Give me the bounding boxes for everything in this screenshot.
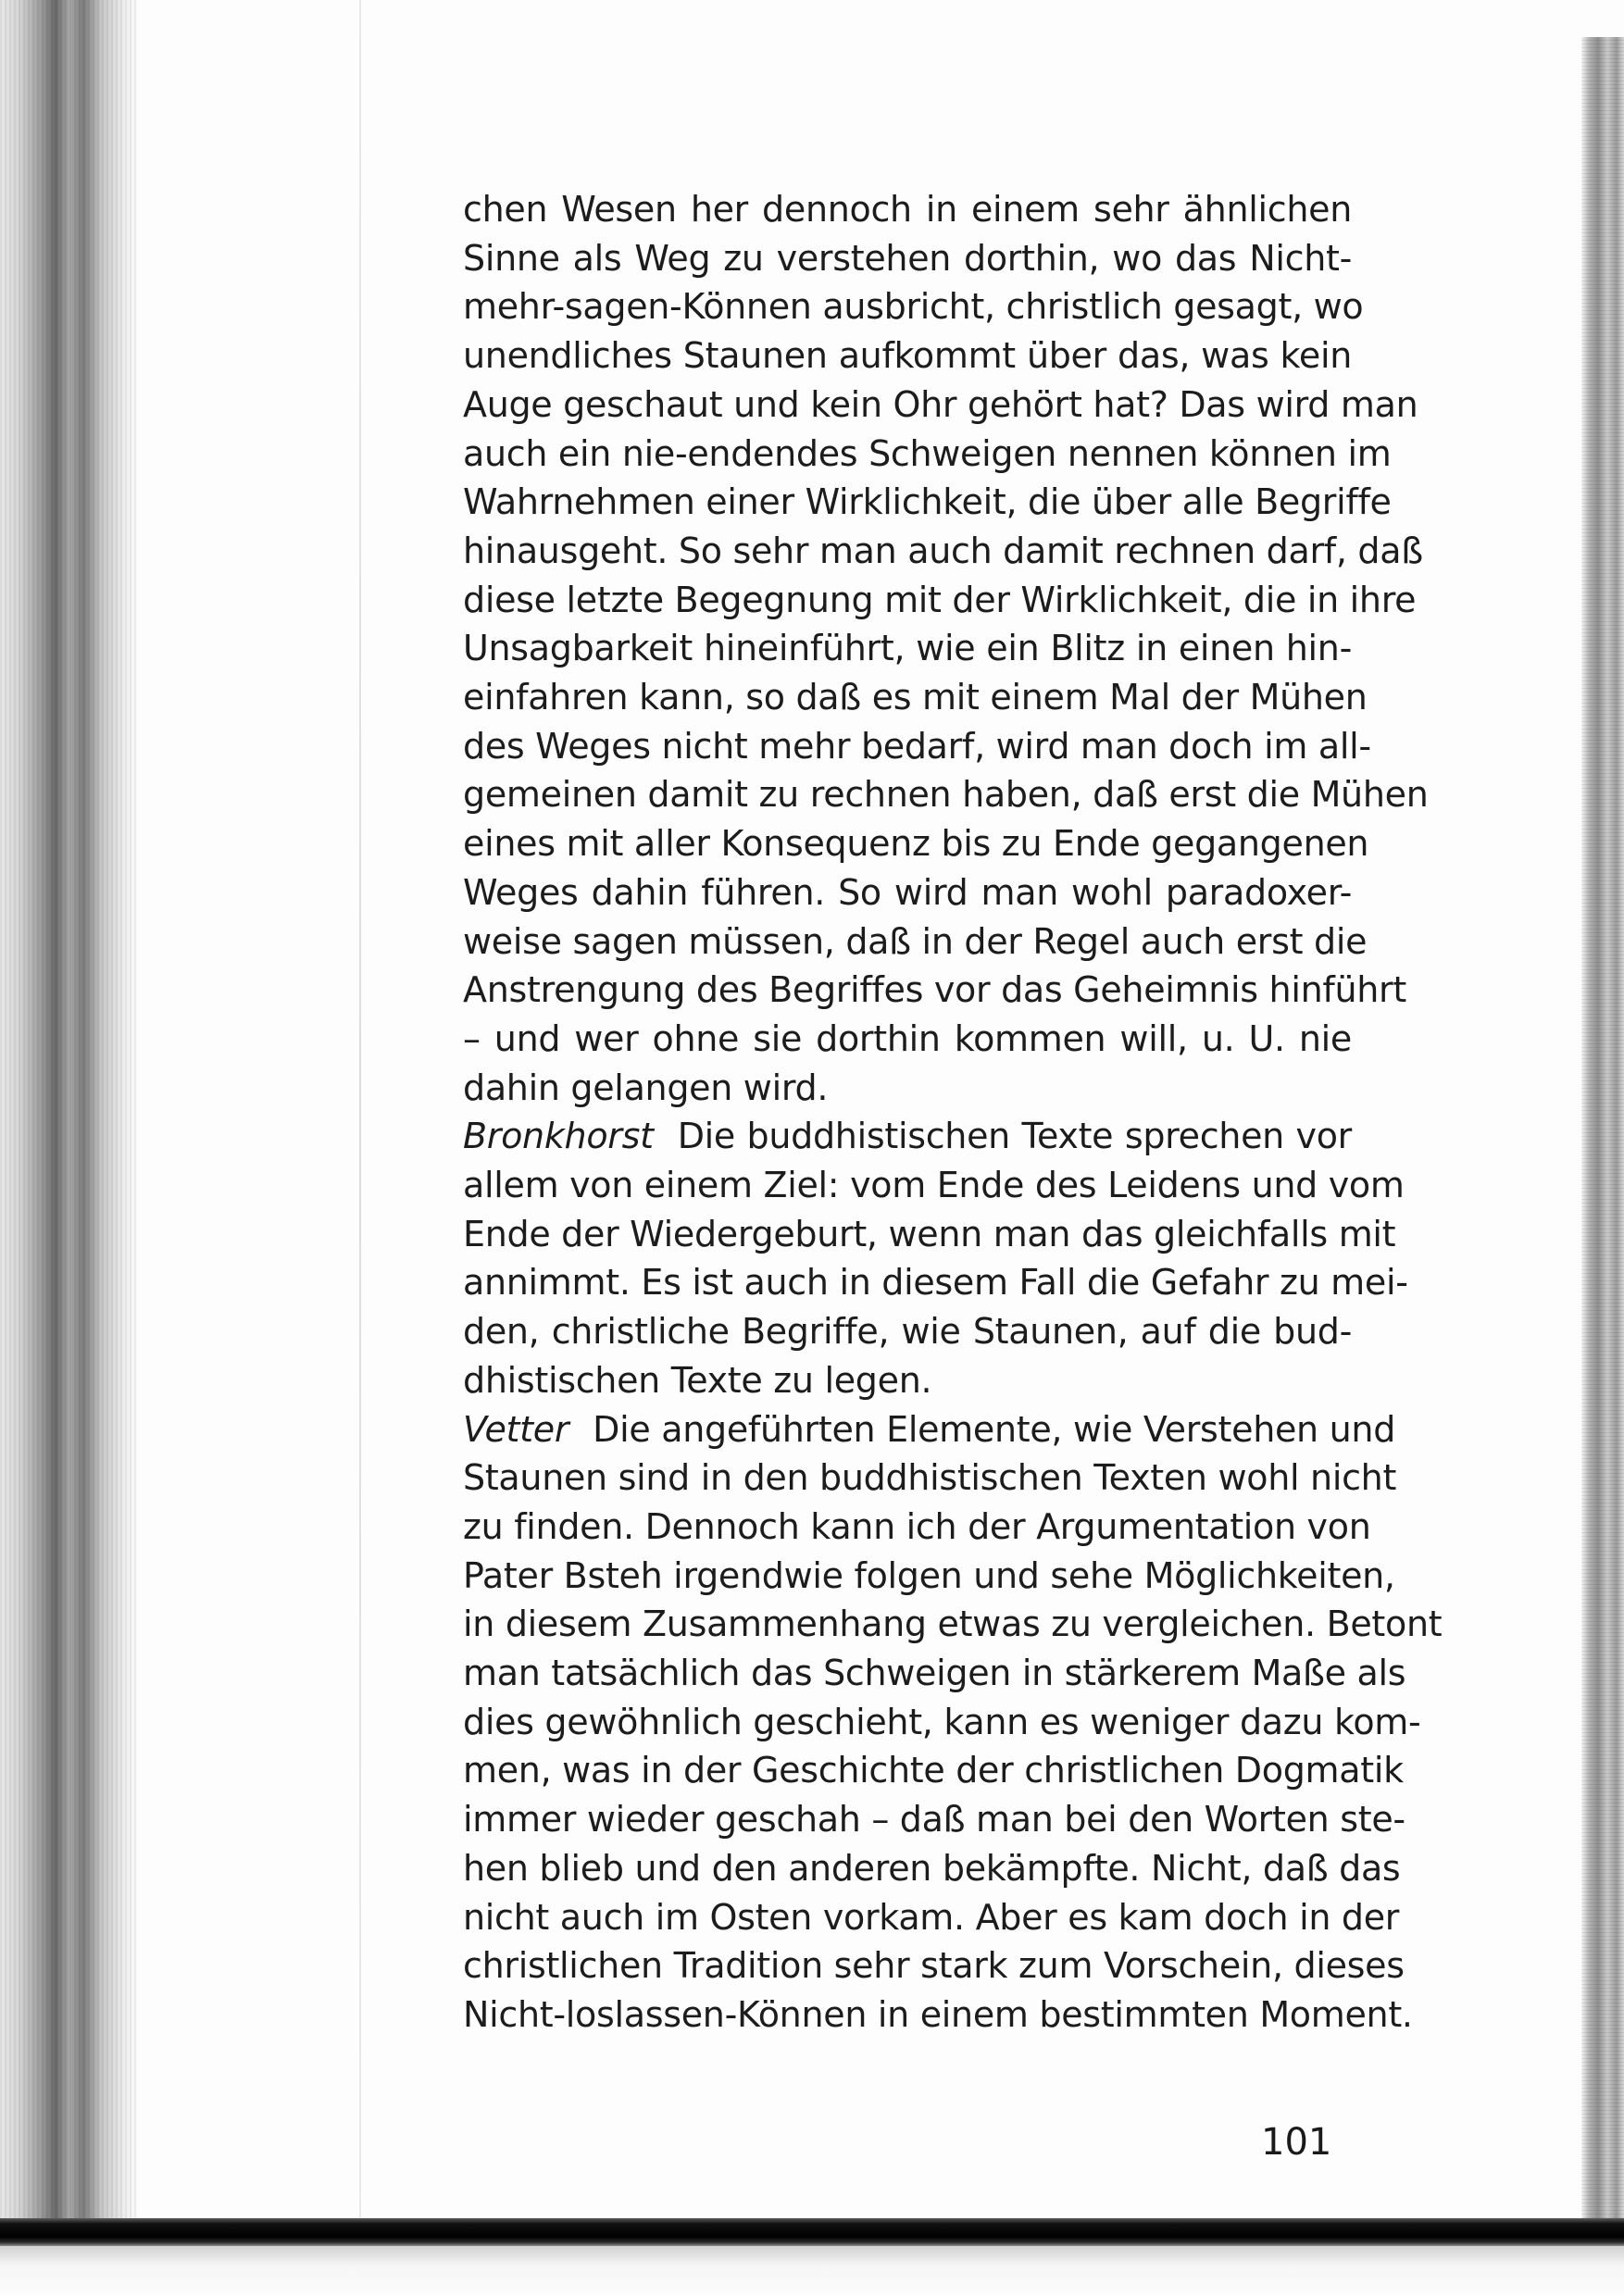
line-text: hen blieb und den anderen bekämpfte. Nicht, daß das — [463, 1847, 1401, 1889]
line-text: den, christliche Begriffe, wie Staunen, auf die bud- — [463, 1311, 1352, 1353]
line-text: annimmt. Es ist auch in diesem Fall die Gefahr zu mei- — [463, 1262, 1408, 1304]
line-text: Die buddhistischen Texte sprechen vor — [677, 1116, 1352, 1157]
text-line — [463, 1161, 1405, 1209]
text-line — [463, 430, 1392, 478]
text-line — [463, 1844, 1401, 1892]
page-fold-line — [359, 0, 361, 2296]
text-line — [463, 1210, 1396, 1258]
line-text: chen Wesen her dennoch in einem sehr ähnlichen — [463, 189, 1352, 230]
line-text: christlichen Tradition sehr stark zum Vorschein, dieses — [463, 1945, 1405, 1987]
line-text: dahin gelangen wird. — [463, 1067, 829, 1108]
scan-shadow-bottom — [0, 2218, 1624, 2246]
line-text: immer wieder geschah – daß man bei den Worten ste- — [463, 1799, 1405, 1841]
line-text: Unsagbarkeit hineinführt, wie ein Blitz in einen hin- — [463, 628, 1352, 669]
line-text: dhistischen Texte zu legen. — [463, 1359, 932, 1401]
text-line — [463, 234, 1352, 282]
line-text: Weges dahin führen. So wird man wohl paradoxer- — [463, 871, 1352, 913]
text-line — [463, 868, 1352, 917]
text-line — [463, 1698, 1421, 1746]
line-text: Pater Bsteh irgendwie folgen und sehe Möglichkeiten, — [463, 1554, 1395, 1596]
text-line — [463, 1356, 1352, 1404]
text-line — [463, 1112, 1352, 1160]
line-text: weise sagen müssen, daß in der Regel auch erst die — [463, 920, 1368, 962]
text-line — [463, 282, 1364, 331]
line-text: Wahrnehmen einer Wirklichkeit, die über alle Begriffe — [463, 481, 1392, 523]
text-line — [463, 624, 1352, 672]
line-text: hinausgeht. So sehr man auch damit rechnen darf, daß — [463, 530, 1423, 571]
line-text: eines mit aller Konsequenz bis zu Ende gegangenen — [463, 823, 1369, 865]
text-line — [463, 1015, 1352, 1063]
text-line — [463, 966, 1406, 1014]
text-line — [463, 331, 1352, 380]
text-line — [463, 576, 1417, 624]
line-text: Nicht-loslassen-Können in einem bestimmten Moment. — [463, 1993, 1413, 2035]
line-text: allem von einem Ziel: vom Ende des Leidens und vom — [463, 1165, 1405, 1205]
text-line — [463, 1746, 1404, 1794]
text-line — [463, 1649, 1406, 1697]
line-text: mehr-sagen-Können ausbricht, christlich gesagt, wo — [463, 286, 1364, 328]
text-line — [463, 1454, 1397, 1502]
line-text: dies gewöhnlich geschieht, kann es weniger dazu kom- — [463, 1701, 1421, 1742]
line-text: Anstrengung des Begriffes vor das Geheimnis hinführt — [463, 969, 1406, 1011]
line-text: des Weges nicht mehr bedarf, wird man doch im all- — [463, 725, 1371, 767]
text-line — [463, 1405, 1396, 1454]
line-text: Auge geschaut und kein Ohr gehört hat? Das wird man — [463, 383, 1418, 425]
text-line — [463, 1503, 1371, 1551]
line-text: unendliches Staunen aufkommt über das, was kein — [463, 335, 1352, 377]
text-line — [463, 478, 1392, 526]
speaker-name: Vetter — [463, 1408, 569, 1450]
line-text: man tatsächlich das Schweigen in stärkerem Maße als — [463, 1653, 1406, 1693]
line-text: Ende der Wiedergeburt, wenn man das gleichfalls mit — [463, 1213, 1396, 1254]
text-line — [463, 1600, 1443, 1648]
line-text: Sinne als Weg zu verstehen dorthin, wo das Nicht- — [463, 237, 1352, 279]
text-line — [463, 1941, 1405, 1990]
text-line — [463, 1990, 1413, 2039]
text-line — [463, 185, 1352, 233]
page-number: 101 — [1261, 2121, 1332, 2164]
line-text: diese letzte Begegnung mit der Wirklichkeit, die in ihre — [463, 579, 1417, 620]
text-line — [463, 673, 1368, 721]
text-line — [463, 381, 1418, 429]
text-line — [463, 722, 1371, 770]
line-text: in diesem Zusammenhang etwas zu vergleichen. Betont — [463, 1603, 1443, 1645]
text-line — [463, 1552, 1395, 1600]
scan-bottom-margin — [0, 2246, 1624, 2296]
text-line — [463, 1064, 1352, 1112]
text-line — [463, 1893, 1400, 1941]
line-text: nicht auch im Osten vorkam. Aber es kam doch in der — [463, 1896, 1400, 1938]
scan-shadow-right — [1581, 37, 1624, 2240]
speaker-name: Bronkhorst — [463, 1116, 654, 1157]
text-line — [463, 770, 1429, 818]
line-text: einfahren kann, so daß es mit einem Mal der Mühen — [463, 677, 1368, 718]
line-text: Die angeführten Elemente, wie Verstehen und — [593, 1408, 1396, 1450]
line-text: Staunen sind in den buddhistischen Texten wohl nicht — [463, 1457, 1397, 1499]
line-text: zu finden. Dennoch kann ich der Argumentation von — [463, 1505, 1371, 1547]
text-line — [463, 1307, 1352, 1355]
line-text: men, was in der Geschichte der christlichen Dogmatik — [463, 1750, 1404, 1791]
scan-shadow-left — [0, 0, 139, 2296]
line-text: – und wer ohne sie dorthin kommen will, u. U. nie — [463, 1017, 1352, 1059]
text-line — [463, 819, 1369, 867]
line-text: gemeinen damit zu rechnen haben, daß erst die Mühen — [463, 774, 1429, 816]
text-line — [463, 917, 1368, 966]
text-line — [463, 1258, 1408, 1306]
text-line — [463, 1795, 1405, 1843]
text-line — [463, 527, 1423, 575]
line-text: auch ein nie-endendes Schweigen nennen können im — [463, 432, 1392, 474]
